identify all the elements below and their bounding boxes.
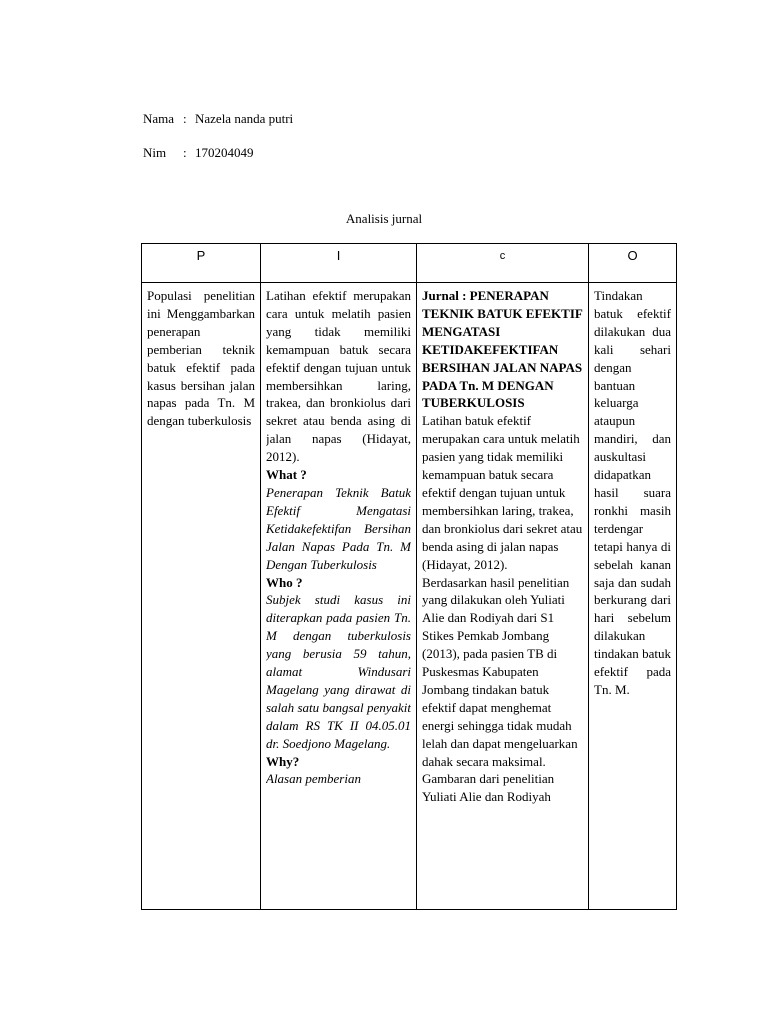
table-row — [142, 283, 677, 910]
page-title: Analisis jurnal — [345, 211, 423, 226]
cell-p — [142, 283, 261, 910]
cell-i — [261, 283, 417, 910]
why-label: Why? — [266, 753, 300, 769]
cell-c — [417, 283, 589, 910]
comparison-paragraph-3: Gambaran dari penelitian Yuliati Alie dan Rodiyah — [422, 771, 555, 805]
header-c: c — [417, 244, 589, 283]
header-p: P — [142, 244, 261, 283]
pico-table — [141, 243, 677, 910]
intervention-intro: Latihan efektif merupakan cara untuk melatih pasien yang tidak memiliki kemampuan batuk secara efektif dengan tujuan untuk membersihkan laring, trakea, dan bronkiolus dari sekret atau benda asing di jalan napas (Hidayat, 2012). — [266, 288, 411, 465]
outcome-text: Tindakan batuk efektif dilakukan dua kali sehari dengan bantuan keluarga ataupun mandiri, dan auskultasi didapatkan hasil suara ronkhi masih terdengar tetapi hanya di sebelah kanan saja dan sudah berkurang dari hari sebelum dilakukan tindakan batuk efektif pada Tn. M. — [594, 288, 671, 697]
cell-o — [589, 283, 677, 910]
table-header-row — [142, 244, 677, 283]
name-separator: : — [183, 111, 187, 126]
name-row — [143, 111, 293, 127]
nim-value: 170204049 — [195, 145, 254, 160]
nim-separator: : — [183, 145, 187, 160]
who-label: Who ? — [266, 574, 303, 590]
who-text: Subjek studi kasus ini diterapkan pada pasien Tn. M dengan tuberkulosis yang berusia 59 tahun, alamat Windusari Magelang yang dirawat di salah satu bangsal penyakit dalam RS TK II 04.05.01 dr. Soedjono Magelang. — [266, 592, 411, 751]
name-label: Nama — [143, 111, 175, 126]
header-i: I — [261, 244, 417, 283]
why-text: Alasan pemberian — [266, 771, 361, 787]
comparison-paragraph-1: Latihan batuk efektif merupakan cara untuk melatih pasien yang tidak memiliki kemampuan batuk secara efektif dengan tujuan untuk membersihkan laring, trakea, dan bronkiolus dari sekret atau benda asing di jalan napas (Hidayat, 2012). — [422, 413, 583, 572]
comparison-paragraph-2: Berdasarkan hasil penelitian yang dilakukan oleh Yuliati Alie dan Rodiyah dari S1 Stikes Pemkab Jombang (2013), pada pasien TB di Puskesmas Kabupaten Jombang tindakan batuk efektif dapat menghemat energi sehingga tidak mudah lelah dan dapat mengeluarkan dahak secara maksimal. — [422, 574, 578, 769]
nim-label: Nim — [143, 145, 167, 160]
population-text: Populasi penelitian ini Menggambarkan penerapan pemberian teknik batuk efektif pada kasus bersihan jalan napas pada Tn. M dengan tuberkulosis — [147, 288, 255, 429]
what-label: What ? — [266, 467, 307, 483]
jurnal-title: Jurnal : PENERAPAN TEKNIK BATUK EFEKTIF MENGATASI KETIDAKEFEKTIFAN BERSIHAN JALAN NAPAS PADA Tn. M DENGAN TUBERKULOSIS — [422, 288, 583, 411]
name-value: Nazela nanda putri — [195, 111, 294, 126]
what-text: Penerapan Teknik Batuk Efektif Mengatasi Ketidakefektifan Bersihan Jalan Napas Pada Tn. M Dengan Tuberkulosis — [266, 484, 411, 572]
nim-row — [143, 145, 254, 161]
header-o: O — [589, 244, 677, 283]
